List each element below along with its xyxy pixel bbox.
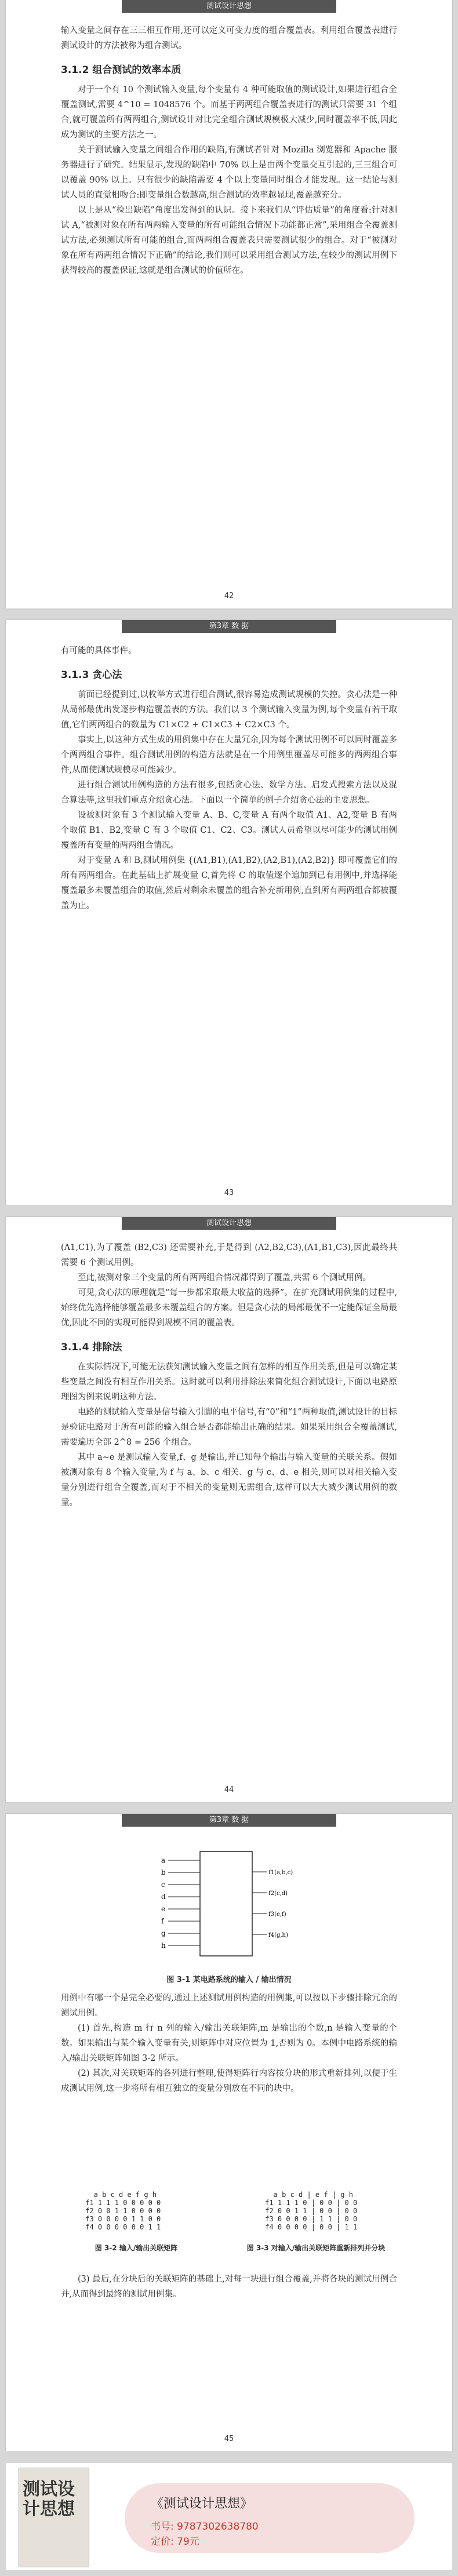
section-heading: 3.1.2 组合测试的效率本质 (61, 64, 181, 76)
paragraph: (1) 首先,构造 m 行 n 列的输入/输出关联矩阵,m 是输出的个数,n 是输入变量的个数。如果输出与某个输入变量有关,则矩阵中对应位置为 1,否则为 0。本例中电路系统的输入/输出关联矩阵如图 3-2 所示。 (61, 2024, 397, 2063)
section-heading: 3.1.4 排除法 (61, 1342, 122, 1353)
paragraph: 关于测试输入变量之间组合作用的缺陷,有测试者针对 Mozilla 浏览器和 Apache 服务器进行了研究。结果显示,发现的缺陷中 70% 以上是由两个变量交互引起的,三三组合可以覆盖 90% 以上。只有很少的缺陷需要 4 个以上变量同时组合才能发现。这一结论与测试人员的直觉相吻合:即变量组合数越高,组合测试的效率越显现,覆盖越充分。 (61, 145, 397, 200)
figure-caption: 图 3-3 对输入/输出关联矩阵重新排列并分块 (246, 2244, 386, 2252)
input-label: h (161, 1941, 166, 1950)
book-isbn: 书号: 9787302638780 (151, 2521, 259, 2533)
paragraph: 其中 a~e 是测试输入变量,f、g 是输出,并已知每个输出与输入变量的关联关系。假如被测对象有 8 个输入变量,为 f 与 a、b、c 相关、g 与 c、d、e 相关,则可以对相关输入变量分别进行组合全覆盖,而对于不相关的变量则无需组合,这样可以大大减少测试用例的数量。 (61, 1453, 397, 1507)
section-heading: 3.1.3 贪心法 (61, 669, 122, 681)
paragraph: 有可能的具体事件。 (61, 646, 137, 655)
cover-title: 测试设计思想 (23, 2479, 75, 2519)
paragraph: 以上是从“检出缺陷”角度出发得到的认识。接下来我们从“评估质量”的角度看:针对测试 A,“被测对象在所有两两输入变量的所有可能组合情况下功能都正常”,采用组合全覆盖测试方法,必须测试所有可能的组合,而两两组合覆盖表只需要测试很少的组合。对于“被测对象在所有两两组合情况下正确”的结论,我们则可以采用组合测试方法,在较少的测试用例下获得较高的覆盖保证,这就是组合测试的价值所在。 (61, 206, 397, 275)
page-body (61, 1240, 397, 1510)
book-page-3 (6, 1217, 452, 1802)
circuit-diagram (157, 1846, 301, 1967)
book-page-2 (6, 620, 452, 1205)
matrix-3-2: a b c d e f g h f1 1 1 1 0 0 0 0 0 f2 0 0 1 1 0 0 0 0 f3 0 0 0 0 1 1 0 0 f4 0 0 0 0 0 0 1 1 (85, 2191, 161, 2231)
input-label: a (161, 1856, 166, 1864)
book-info-panel (125, 2483, 415, 2553)
paragraph: 在实际情况下,可能无法获知测试输入变量之间有怎样的相互作用关系,但是可以确定某些变量之间没有相互作用关系。这时就可以利用排除法来简化组合测试设计,下面以电路原理图为例来说明这种方法。 (61, 1362, 397, 1402)
paragraph: 用例中有哪一个是完全必要的,通过上述测试用例构造的用例集,可以按以下步骤排除冗余的测试用例。 (61, 1994, 397, 2018)
running-header: 第3章 数 据 (122, 620, 336, 633)
page-number: 42 (224, 592, 234, 600)
paragraph: 输入变量之间存在三三相互作用,还可以定义可变力度的组合覆盖表。利用组合覆盖表进行测试设计的方法被称为组合测试。 (61, 26, 397, 50)
page-number: 43 (224, 1189, 234, 1197)
output-label: f1(a,b,c) (268, 1870, 293, 1876)
paragraph: 对于一个有 10 个测试输入变量,每个变量有 4 种可能取值的测试设计,如果进行组合全覆盖测试,需要 4^10 = 1048576 个。而基于两两组合覆盖表进行的测试只需要 31 个组合,就可覆盖所有两两组合,测试设计对比完全组合测试规模极大减少,同时覆盖率不低,因此成为测试的主要方法之一。 (61, 85, 397, 140)
input-label: b (161, 1868, 166, 1877)
input-label: d (161, 1893, 166, 1901)
paragraph: (A1,C1),为了覆盖 (B2,C3) 还需要补充,于是得到 (A2,B2,C3),(A1,B1,C3),因此最终共需要 6 个测试用例。 (61, 1243, 397, 1267)
paragraph: 进行组合测试用例构造的方法有很多,包括贪心法、数学方法、启发式搜索方法以及混合算法等,这里我们重点介绍贪心法。下面以一个简单的例子介绍贪心法的主要思想。 (61, 781, 397, 805)
running-header: 第3章 数 据 (122, 1814, 336, 1827)
input-label: g (161, 1929, 166, 1937)
running-header: 测试设计思想 (122, 0, 336, 13)
input-label: f (161, 1917, 164, 1925)
page-body (61, 1991, 397, 2096)
paragraph: (3) 最后,在分块后的关联矩阵的基础上,对每一块进行组合覆盖,并将各块的测试用例合并,从而得到最终的测试用例集。 (61, 2275, 397, 2299)
book-page-1 (6, 0, 452, 609)
book-price: 定价: 79元 (151, 2536, 199, 2548)
paragraph: 可见,贪心法的原理就是“每一步都采取最大收益的选择”。在扩充测试用例集的过程中,始终优先选择能够覆盖最多未覆盖组合的方案。但是贪心法的局部最优不一定能保证全局最优,因此不同的实现可能得到规模不同的覆盖表。 (61, 1288, 397, 1328)
running-header: 测试设计思想 (122, 1217, 336, 1230)
book-title: 《测试设计思想》 (151, 2497, 253, 2511)
output-label: f4(g,h) (268, 1932, 288, 1939)
matrix-3-3: a b c d | e f | g h f1 1 1 1 0 | 0 0 | 0 0 f2 0 0 1 1 | 0 0 | 0 0 f3 0 0 0 0 | 1 1 | 0 0 f4 0 0 0 0 | 0 0 | 1 1 (265, 2191, 358, 2231)
page-number: 45 (224, 2435, 234, 2443)
output-label: f2(c,d) (268, 1890, 288, 1897)
figure-caption: 图 3-2 输入/输出关联矩阵 (94, 2244, 178, 2252)
paragraph: 对于变量 A 和 B,测试用例集 {(A1,B1),(A1,B2),(A2,B1),(A2,B2)} 即可覆盖它们的所有两两组合。在此基础上扩展变量 C,首先将 C 的取值逐个追加到已有用例中,并选择能覆盖最多未覆盖组合的取值,然后对剩余未覆盖的组合补充新用例,直到所有两两组合都被覆盖为止。 (61, 856, 397, 910)
page-body (61, 23, 397, 278)
paragraph: 事实上,以这种方式生成的用例集中存在大量冗余,因为每个测试用例不可以同时覆盖多个两两组合事件。组合测试用例的构造方法就是在一个用例里覆盖尽可能多的两两组合事件,从而使测试规模尽可能减少。 (61, 735, 397, 775)
output-label: f3(e,f) (268, 1911, 286, 1918)
paragraph: 电路的测试输入变量是信号输入引脚的电平信号,有“0”和“1”两种取值,测试设计的目标是验证电路对于所有可能的输入组合是否都能输出正确的结果。如果采用组合全覆盖测试,需要遍历全部 2^8 = 256 个组合。 (61, 1408, 397, 1447)
paragraph: 设被测对象有 3 个测试输入变量 A、B、C,变量 A 有两个取值 A1、A2,变量 B 有两个取值 B1、B2,变量 C 有 3 个取值 C1、C2、C3。测试人员希望以尽可能少的测试用例覆盖所有变量的两两组合情况。 (61, 811, 397, 850)
figure-caption: 图 3-1 某电路系统的输入 / 输出情况 (166, 1976, 292, 1984)
page-number: 44 (224, 1786, 234, 1794)
paragraph: 前面已经提到过,以枚举方式进行组合测试,很容易造成测试规模的失控。贪心法是一种从局部最优出发逐步构造覆盖表的方法。我们以 3 个测试输入变量为例,每个变量有若干取值,它们两两组合的数量为 C1×C2 + C1×C3 + C2×C3 个。 (61, 690, 397, 730)
page-body (61, 2272, 397, 2302)
book-page-4 (6, 1814, 452, 2451)
book-promo (6, 2463, 452, 2570)
input-label: e (161, 1905, 166, 1913)
paragraph: 至此,被测对象三个变量的所有两两组合情况都得到了覆盖,共需 6 个测试用例。 (78, 1273, 372, 1282)
paragraph: (2) 其次,对关联矩阵的各列进行整理,使得矩阵行内容按分块的形式重新排列,以便于生成测试用例,这一步将所有相互独立的变量分别放在不同的块中。 (61, 2069, 397, 2093)
book-cover-image[interactable] (19, 2468, 89, 2567)
input-label: c (161, 1881, 165, 1889)
page-body (61, 643, 397, 913)
